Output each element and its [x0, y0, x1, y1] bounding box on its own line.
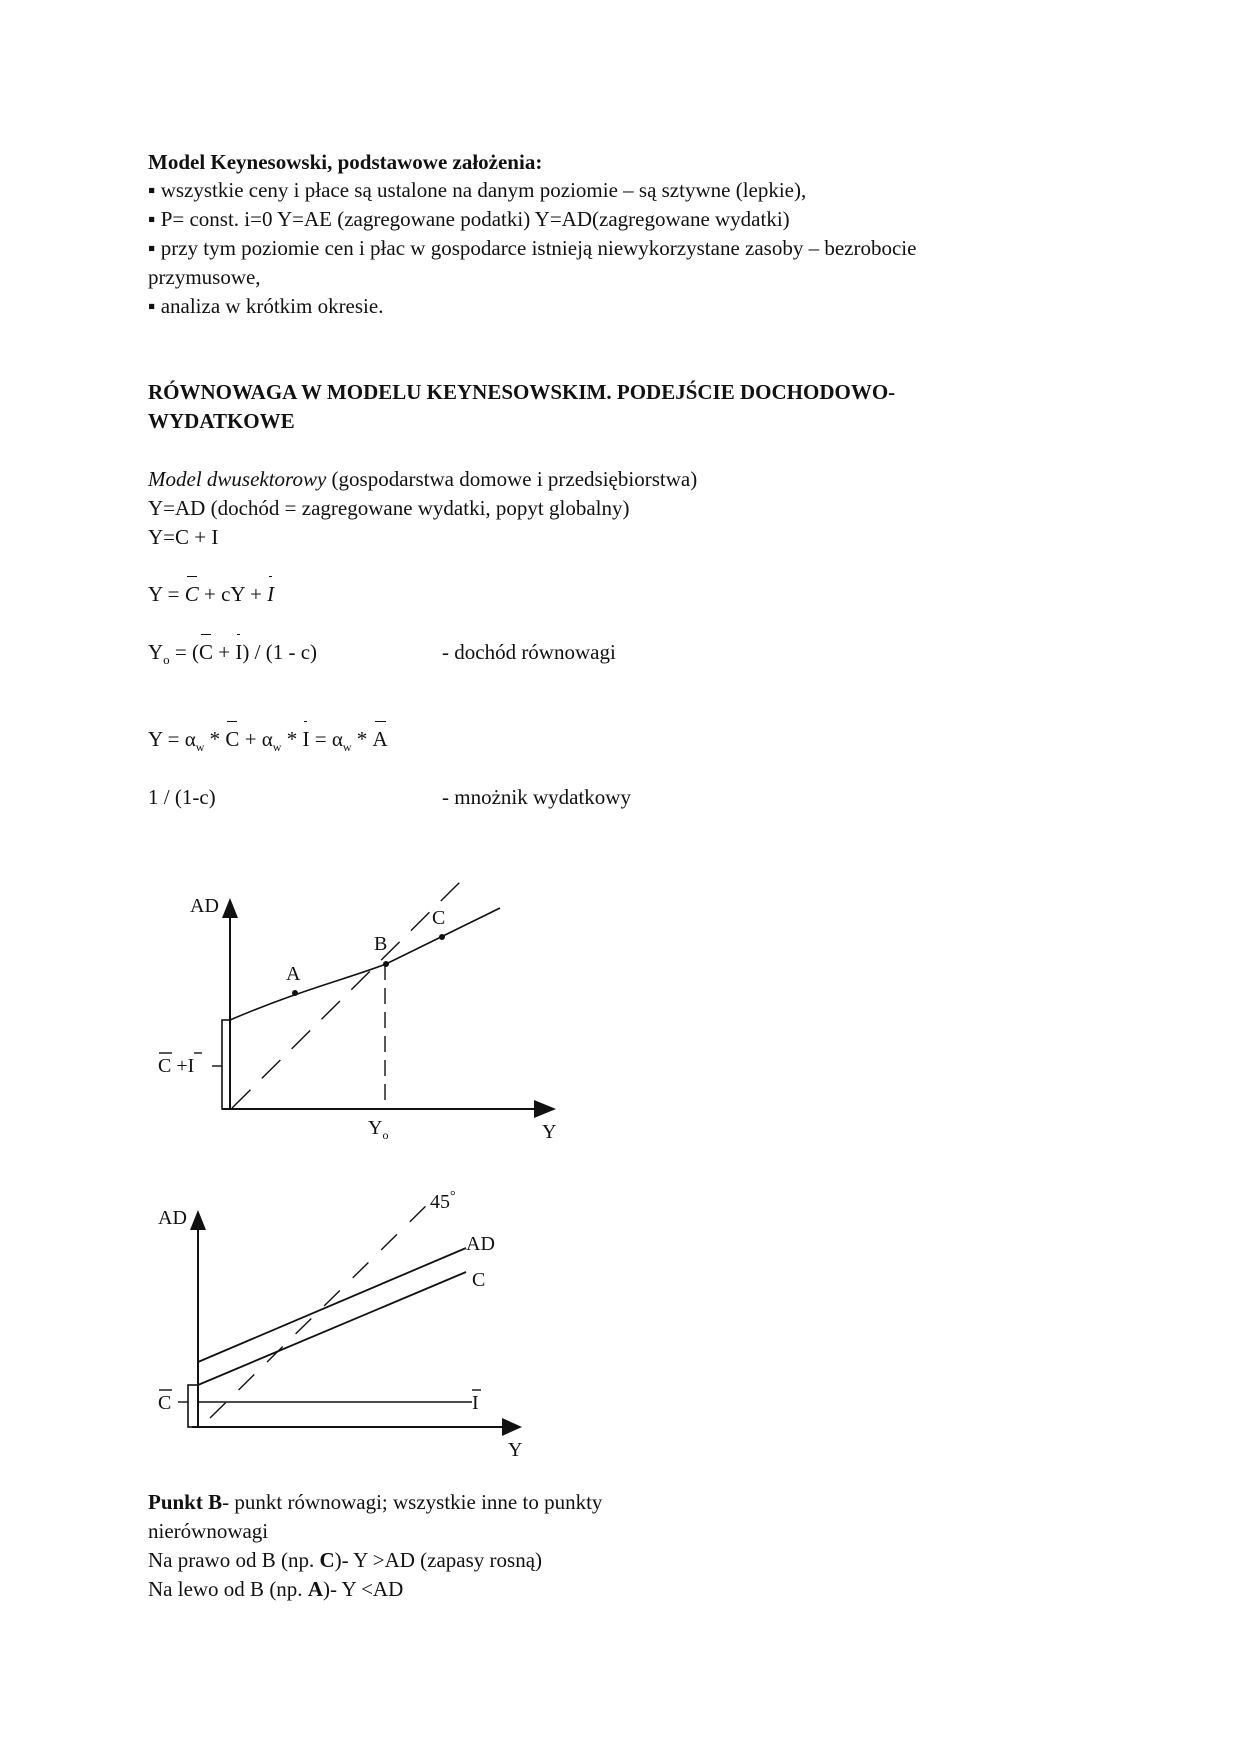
equation-5 [148, 725, 388, 761]
intercept-bracket [222, 1020, 230, 1109]
eq-subscript: o [163, 652, 170, 668]
c-line-label: C [472, 1269, 486, 1291]
equation-4 [148, 638, 616, 674]
intercept-bracket [188, 1385, 198, 1427]
note-text: )- Y >AD (zapasy rosną) [334, 1548, 543, 1572]
bullet-continuation: przymusowe, [148, 265, 261, 289]
bullet-item [148, 205, 790, 233]
bullet-glyph: ▪ [148, 207, 156, 231]
eq-alpha: α [261, 727, 273, 751]
bullet-text: wszystkie ceny i płace są ustalone na danym poziomie – są sztywne (lepkie), [160, 178, 807, 202]
equation-1: Y=AD (dochód = zagregowane wydatki, popyt globalny) [148, 496, 630, 520]
eq-part: Y [148, 640, 164, 664]
eq-autonomous-consumption: C [199, 640, 214, 664]
eq-part: * [204, 727, 226, 751]
bullet-glyph: ▪ [148, 178, 156, 202]
x-axis-arrow [502, 1418, 522, 1436]
x-axis-arrow [534, 1100, 556, 1118]
equilibrium-diagram [150, 880, 580, 1150]
equilibrium-note-continuation: nierównowagi [148, 1519, 269, 1543]
point-a-marker [292, 990, 298, 996]
y-axis-label: AD [190, 895, 219, 917]
point-a-bold: A [307, 1577, 323, 1601]
eq-alpha: α [184, 727, 196, 751]
eq-part: + [213, 640, 236, 664]
section-title: Model Keynesowski, podstawowe założenia: [148, 150, 543, 174]
eq-subscript: w [272, 740, 282, 755]
bullet-text: analiza w krótkim okresie. [160, 294, 384, 318]
point-c-bold: C [319, 1548, 335, 1572]
equation-3 [148, 580, 274, 608]
y0-label: $Y_o$ [368, 1117, 389, 1142]
eq-description: - dochód równowagi [442, 640, 616, 664]
left-of-b-note [148, 1575, 403, 1603]
multiplier-expression: 1 / (1-c) [148, 785, 216, 809]
point-b-marker [383, 961, 389, 967]
eq-autonomous-investment: I [302, 727, 310, 751]
eq-autonomous-investment: I [267, 582, 275, 606]
eq-part: = [309, 727, 332, 751]
bullet-item [148, 176, 806, 204]
right-of-b-note [148, 1546, 542, 1574]
i-line-label: I [472, 1392, 479, 1414]
intercept-c-label: C [158, 1392, 172, 1414]
point-c-label: C [432, 907, 446, 929]
note-text: - punkt równowagi; wszystkie inne to punkty [222, 1490, 603, 1514]
model-label: Model dwusektorowy [148, 467, 327, 491]
x-axis-label: Y [508, 1439, 523, 1460]
point-a-label: A [286, 963, 301, 985]
model-rest: (gospodarstwa domowe i przedsiębiorstwa) [326, 467, 698, 491]
45-degree-label: 45° [430, 1189, 456, 1213]
bullet-text: P= const. i=0 Y=AE (zagregowane podatki) Y=AD(zagregowane wydatki) [160, 207, 790, 231]
note-text: )- Y <AD [322, 1577, 404, 1601]
eq-alpha: α [331, 727, 343, 751]
eq-autonomous-spending: A [372, 727, 388, 751]
intercept-label: C +I [158, 1055, 195, 1077]
equation-6 [148, 783, 631, 811]
note-text: Na lewo od B (np. [148, 1577, 308, 1601]
point-b-label: B [374, 933, 388, 955]
eq-subscript: w [195, 740, 205, 755]
eq-part: = ( [169, 640, 200, 664]
eq-part: Y = [148, 727, 185, 751]
point-c-marker [439, 934, 445, 940]
section-heading-line2: WYDATKOWE [148, 409, 295, 433]
x-axis-label: Y [542, 1121, 557, 1143]
eq-part: * [351, 727, 373, 751]
y-axis-arrow [190, 1210, 206, 1230]
eq-part: * [281, 727, 303, 751]
bullet-glyph: ▪ [148, 294, 156, 318]
eq-subscript: w [342, 740, 352, 755]
eq-autonomous-investment: I [235, 640, 243, 664]
y-axis-label: AD [158, 1207, 187, 1229]
bullet-text: przy tym poziomie cen i płac w gospodarce istnieją niewykorzystane zasoby – bezrobocie [160, 236, 917, 260]
eq-part: ) / (1 - c) [242, 640, 318, 664]
point-b-bold: Punkt B [148, 1490, 223, 1514]
consumption-line [198, 1272, 466, 1385]
bullet-item [148, 234, 916, 262]
ad-line-label: AD [466, 1233, 495, 1255]
equilibrium-note [148, 1488, 602, 1516]
45-degree-line [232, 880, 462, 1108]
ad-line [198, 1248, 466, 1362]
ad-components-diagram [150, 1180, 550, 1460]
eq-part: Y = [148, 582, 185, 606]
bullet-glyph: ▪ [148, 236, 156, 260]
bullet-item [148, 292, 383, 320]
section-heading-line1: RÓWNOWAGA W MODELU KEYNESOWSKIM. PODEJŚCIE DOCHODOWO- [148, 380, 896, 404]
equation-2: Y=C + I [148, 525, 219, 549]
ad-curve [230, 908, 500, 1020]
model-description [148, 465, 697, 493]
eq-part: + cY + [198, 582, 268, 606]
eq-description: - mnożnik wydatkowy [442, 785, 631, 809]
y-axis-arrow [222, 898, 238, 918]
eq-autonomous-consumption: C [225, 727, 240, 751]
eq-part: + [239, 727, 262, 751]
eq-autonomous-consumption: C [184, 582, 199, 606]
note-text: Na prawo od B (np. [148, 1548, 320, 1572]
